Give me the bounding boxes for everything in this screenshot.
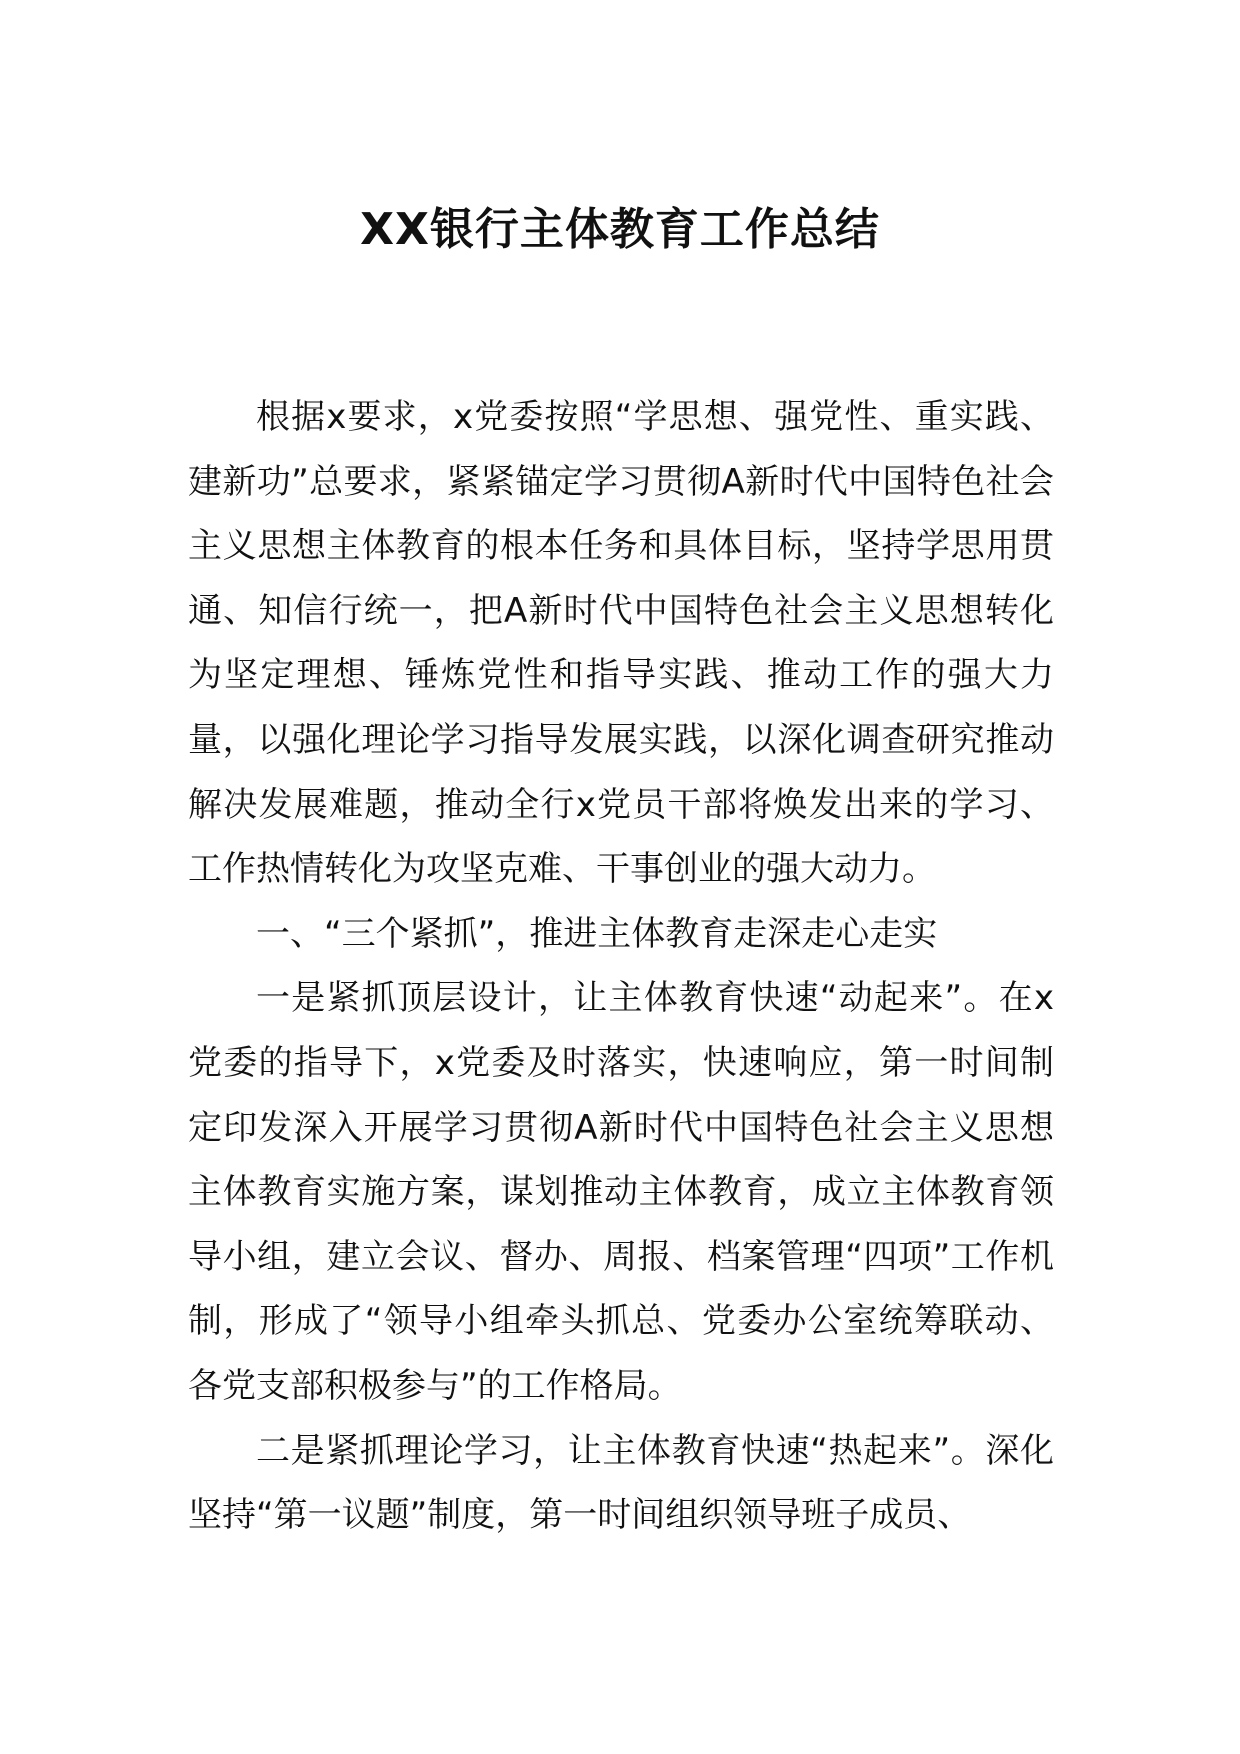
section-heading-1: 一、“三个紧抓”，推进主体教育走深走心走实 [256,913,938,954]
paragraph-theory-study: 二是紧抓理论学习，让主体教育快速“热起来”。深化坚持“第一议题”制度，第一时间组织领导班子成员、 [188,1430,1054,1536]
paragraph-intro: 根据x要求，x党委按照“学思想、强党性、重实践、建新功”总要求，紧紧锚定学习贯彻A新时代中国特色社会主义思想主体教育的根本任务和具体目标，坚持学思用贯通、知信行统一，把A新时代中国特色社会主义思想转化为坚定理想、锤炼党性和指导实践、推动工作的强大力量，以强化理论学习指导发展实践，以深化调查研究推动解决发展难题，推动全行x党员干部将焕发出来的学习、工作热情转化为攻坚克难、干事创业的强大动力。 [188,397,1054,890]
paragraph-top-design: 一是紧抓顶层设计，让主体教育快速“动起来”。在x党委的指导下，x党委及时落实，快速响应，第一时间制定印发深入开展学习贯彻A新时代中国特色社会主义思想主体教育实施方案，谋划推动主体教育，成立主体教育领导小组，建立会议、督办、周报、档案管理“四项”工作机制，形成了“领导小组牵头抓总、党委办公室统筹联动、各党支部积极参与”的工作格局。 [188,978,1054,1406]
document-body [188,385,1054,1548]
document-title: XX银行主体教育工作总结 [360,204,880,255]
